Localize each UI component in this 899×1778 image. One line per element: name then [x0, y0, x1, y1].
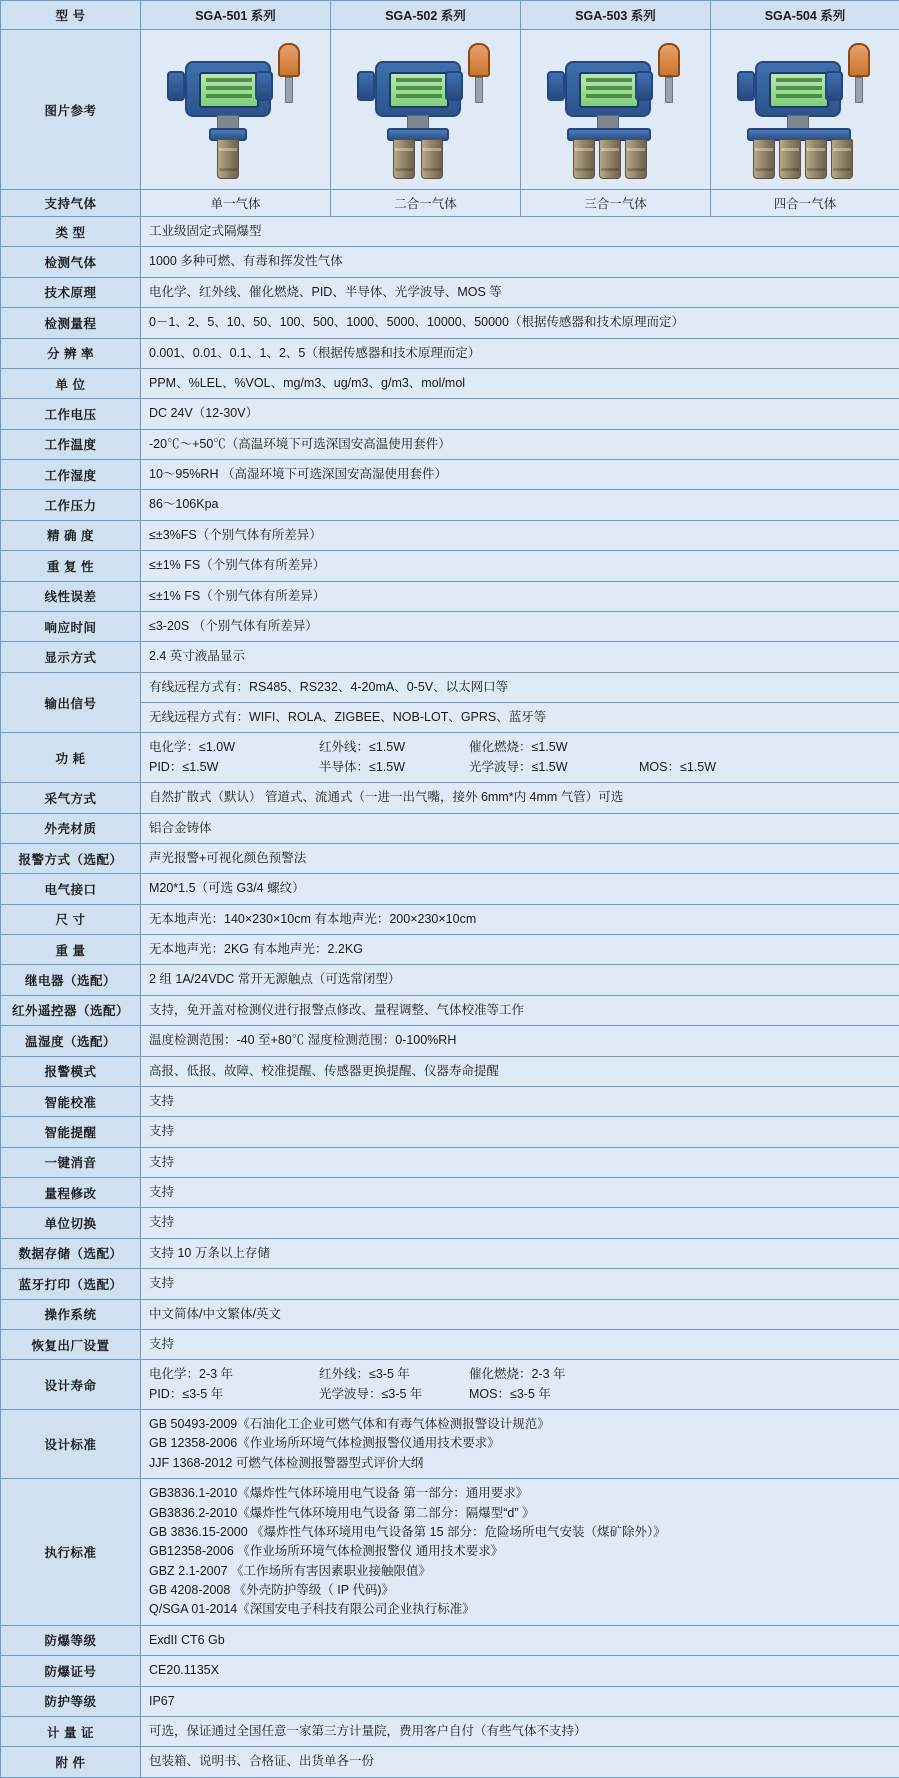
life-catalytic: 催化燃烧：2-3 年: [469, 1365, 566, 1384]
table-row: [1, 460, 899, 490]
table-row: [1, 1056, 899, 1086]
row-value-ex-certificate: CE20.1135X: [141, 1656, 899, 1686]
detector-illustration-dual: [335, 35, 525, 185]
row-label-gas-support: 支持气体: [1, 190, 141, 217]
life-optical-waveguide: 光学波导：≤3-5 年: [319, 1385, 469, 1404]
row-value-dimensions: 无本地声光：140×230×10cm 有本地声光：200×230×10cm: [141, 904, 899, 934]
row-label-ex-certificate: 防爆证号: [1, 1656, 141, 1686]
row-value-repeatability: ≤±1% FS（个别气体有所差异）: [141, 551, 899, 581]
model-header-503: SGA-503 系列: [521, 1, 711, 30]
row-label-repeatability: 重 复 性: [1, 551, 141, 581]
execution-standard-line-2: GB3836.2-2010《爆炸性气体环境用电气设备 第二部分：隔爆型“d” 》: [149, 1504, 891, 1523]
gas-support-504: 四合一气体: [711, 190, 899, 217]
row-value-linearity: ≤±1% FS（个别气体有所差异）: [141, 581, 899, 611]
product-image-501: [141, 30, 331, 190]
life-mos: MOS：≤3-5 年: [469, 1385, 551, 1404]
table-row: [1, 1147, 899, 1177]
execution-standard-line-3: GB 3836.15-2000 《爆炸性气体环境用电气设备第 15 部分：危险场所电气安装（煤矿除外）》: [149, 1523, 891, 1542]
row-label-range-modify: 量程修改: [1, 1178, 141, 1208]
row-label-housing-material: 外壳材质: [1, 813, 141, 843]
row-value-weight: 无本地声光：2KG 有本地声光：2.2KG: [141, 935, 899, 965]
model-header-501: SGA-501 系列: [141, 1, 331, 30]
detector-illustration-single: [145, 35, 335, 185]
table-row: [1, 611, 899, 641]
row-value-temp-humidity-optional: 温度检测范围：-40 至+80℃ 湿度检测范围：0-100%RH: [141, 1026, 899, 1056]
life-line-2: [149, 1385, 891, 1404]
table-row-output-signal: [1, 672, 899, 702]
product-image-504: [711, 30, 899, 190]
table-row: [1, 1269, 899, 1299]
row-value-design-life: [141, 1360, 899, 1410]
output-signal-wired: 有线远程方式有：RS485、RS232、4-20mA、0-5V、以太网口等: [141, 672, 899, 702]
row-label-output-signal: 输出信号: [1, 672, 141, 733]
row-value-unit-switch: 支持: [141, 1208, 899, 1238]
life-electrochemical: 电化学：2-3 年: [149, 1365, 319, 1384]
table-row: [1, 1716, 899, 1746]
table-row: [1, 581, 899, 611]
row-value-type: 工业级固定式隔爆型: [141, 217, 899, 247]
table-row: [1, 490, 899, 520]
design-standard-line-1: GB 50493-2009《石油化工企业可燃气体和有毒气体检测报警设计规范》: [149, 1415, 891, 1434]
table-row: [1, 1625, 899, 1655]
row-label-technology: 技术原理: [1, 277, 141, 307]
table-row: [1, 1686, 899, 1716]
row-value-smart-reminder: 支持: [141, 1117, 899, 1147]
row-value-relay-optional: 2 组 1A/24VDC 常开无源触点（可选常闭型）: [141, 965, 899, 995]
table-row: [1, 368, 899, 398]
row-value-operating-system: 中文简体/中文繁体/英文: [141, 1299, 899, 1329]
table-row-power: [1, 733, 899, 783]
row-value-humidity: 10～95%RH （高湿环境下可选深国安高湿使用套件）: [141, 460, 899, 490]
row-value-alarm-modes: 高报、低报、故障、校准提醒、传感器更换提醒、仪器寿命提醒: [141, 1056, 899, 1086]
table-row: [1, 935, 899, 965]
row-value-ex-rating: ExdII CT6 Gb: [141, 1625, 899, 1655]
row-label-design-life: 设计寿命: [1, 1360, 141, 1410]
row-label-image-reference: 图片参考: [1, 30, 141, 190]
row-label-display: 显示方式: [1, 642, 141, 672]
table-row: [1, 783, 899, 813]
row-value-accuracy: ≤±3%FS（个别气体有所差异）: [141, 520, 899, 550]
execution-standard-line-1: GB3836.1-2010《爆炸性气体环境用电气设备 第一部分：通用要求》: [149, 1484, 891, 1503]
alarm-beacon-icon: [658, 43, 680, 77]
product-image-503: [521, 30, 711, 190]
row-label-accuracy: 精 确 度: [1, 520, 141, 550]
row-value-ip-rating: IP67: [141, 1686, 899, 1716]
row-label-voltage: 工作电压: [1, 399, 141, 429]
row-value-metrology-certificate: 可选，保证通过全国任意一家第三方计量院，费用客户自付（有些气体不支持）: [141, 1716, 899, 1746]
row-value-execution-standard: [141, 1479, 899, 1626]
row-value-factory-reset: 支持: [141, 1329, 899, 1359]
row-label-relay-optional: 继电器（选配）: [1, 965, 141, 995]
row-value-technology: 电化学、红外线、催化燃烧、PID、半导体、光学波导、MOS 等: [141, 277, 899, 307]
row-label-factory-reset: 恢复出厂设置: [1, 1329, 141, 1359]
row-value-housing-material: 铝合金铸体: [141, 813, 899, 843]
table-row-gas-support: [1, 190, 899, 217]
alarm-beacon-icon: [278, 43, 300, 77]
row-value-display: 2.4 英寸液晶显示: [141, 642, 899, 672]
row-label-ir-remote-optional: 红外遥控器（选配）: [1, 995, 141, 1025]
row-value-accessories: 包装箱、说明书、合格证、出货单各一份: [141, 1747, 899, 1777]
life-infrared: 红外线：≤3-5 年: [319, 1365, 469, 1384]
row-label-operating-system: 操作系统: [1, 1299, 141, 1329]
row-value-ir-remote-optional: 支持，免开盖对检测仪进行报警点修改、量程调整、气体校准等工作: [141, 995, 899, 1025]
table-row: [1, 1329, 899, 1359]
row-value-unit: PPM、%LEL、%VOL、mg/m3、ug/m3、g/m3、mol/mol: [141, 368, 899, 398]
table-row-design-standard: [1, 1410, 899, 1479]
detector-illustration-quad: [715, 35, 899, 185]
table-row: [1, 399, 899, 429]
gas-support-501: 单一气体: [141, 190, 331, 217]
table-row: [1, 551, 899, 581]
table-row: [1, 1026, 899, 1056]
row-value-response-time: ≤3-20S （个别气体有所差异）: [141, 611, 899, 641]
life-pid: PID：≤3-5 年: [149, 1385, 319, 1404]
row-label-temperature: 工作温度: [1, 429, 141, 459]
table-row: [1, 247, 899, 277]
row-value-range: 0－1、2、5、10、50、100、500、1000、5000、10000、50000（根据传感器和技术原理而定）: [141, 308, 899, 338]
row-label-detect-gas: 检测气体: [1, 247, 141, 277]
life-line-1: [149, 1365, 891, 1384]
table-row: [1, 813, 899, 843]
model-header-504: SGA-504 系列: [711, 1, 899, 30]
table-row: [1, 995, 899, 1025]
table-row-model: [1, 1, 899, 30]
table-row: [1, 520, 899, 550]
row-label-linearity: 线性误差: [1, 581, 141, 611]
table-row-design-life: [1, 1360, 899, 1410]
table-row: [1, 277, 899, 307]
execution-standard-line-5: GBZ 2.1-2007 《工作场所有害因素职业接触限值》: [149, 1562, 891, 1581]
table-row: [1, 1117, 899, 1147]
table-row: [1, 1747, 899, 1777]
row-label-model: 型 号: [1, 1, 141, 30]
alarm-beacon-icon: [468, 43, 490, 77]
row-value-range-modify: 支持: [141, 1178, 899, 1208]
table-row: [1, 843, 899, 873]
row-value-temperature: -20℃～+50℃（高温环境下可选深国安高温使用套件）: [141, 429, 899, 459]
gas-support-502: 二合一气体: [331, 190, 521, 217]
row-value-sampling: 自然扩散式（默认） 管道式、流通式（一进一出气嘴，接外 6mm*内 4mm 气管）可选: [141, 783, 899, 813]
row-label-dimensions: 尺 寸: [1, 904, 141, 934]
table-row: [1, 338, 899, 368]
table-row: [1, 874, 899, 904]
power-line-1: [149, 738, 891, 757]
alarm-beacon-icon: [848, 43, 870, 77]
table-row: [1, 1208, 899, 1238]
row-value-one-key-mute: 支持: [141, 1147, 899, 1177]
design-standard-line-3: JJF 1368-2012 可燃气体检测报警器型式评价大纲: [149, 1454, 891, 1473]
power-semiconductor: 半导体：≤1.5W: [319, 758, 469, 777]
table-row-execution-standard: [1, 1479, 899, 1626]
row-label-temp-humidity-optional: 温湿度（选配）: [1, 1026, 141, 1056]
row-label-one-key-mute: 一键消音: [1, 1147, 141, 1177]
row-label-smart-calibration: 智能校准: [1, 1086, 141, 1116]
power-line-2: [149, 758, 891, 777]
row-value-design-standard: [141, 1410, 899, 1479]
gas-support-503: 三合一气体: [521, 190, 711, 217]
table-row: [1, 217, 899, 247]
table-row-images: [1, 30, 899, 190]
power-infrared: 红外线：≤1.5W: [319, 738, 469, 757]
row-label-unit: 单 位: [1, 368, 141, 398]
row-label-type: 类 型: [1, 217, 141, 247]
row-label-sampling: 采气方式: [1, 783, 141, 813]
execution-standard-line-4: GB12358-2006 《作业场所环境气体检测报警仪 通用技术要求》: [149, 1542, 891, 1561]
table-row: [1, 429, 899, 459]
execution-standard-line-6: GB 4208-2008 《外壳防护等级（ IP 代码)》: [149, 1581, 891, 1600]
output-signal-wireless: 无线远程方式有：WIFI、ROLA、ZIGBEE、NOB-LOT、GPRS、蓝牙等: [141, 703, 899, 733]
table-row: [1, 1299, 899, 1329]
row-value-alarm-mode-optional: 声光报警+可视化颜色预警法: [141, 843, 899, 873]
row-label-ip-rating: 防护等级: [1, 1686, 141, 1716]
table-row: [1, 1656, 899, 1686]
power-optical-waveguide: 光学波导：≤1.5W: [469, 758, 639, 777]
row-label-range: 检测量程: [1, 308, 141, 338]
row-label-pressure: 工作压力: [1, 490, 141, 520]
model-header-502: SGA-502 系列: [331, 1, 521, 30]
row-label-electrical-interface: 电气接口: [1, 874, 141, 904]
execution-standard-line-7: Q/SGA 01-2014《深国安电子科技有限公司企业执行标准》: [149, 1600, 891, 1619]
row-label-design-standard: 设计标准: [1, 1410, 141, 1479]
table-row: [1, 1086, 899, 1116]
row-label-data-storage-optional: 数据存储（选配）: [1, 1238, 141, 1268]
row-value-voltage: DC 24V（12-30V）: [141, 399, 899, 429]
table-row: [1, 1238, 899, 1268]
row-value-detect-gas: 1000 多种可燃、有毒和挥发性气体: [141, 247, 899, 277]
table-row: [1, 1178, 899, 1208]
table-row: [1, 308, 899, 338]
row-label-alarm-modes: 报警模式: [1, 1056, 141, 1086]
power-mos: MOS：≤1.5W: [639, 758, 716, 777]
detector-illustration-triple: [525, 35, 715, 185]
row-value-pressure: 86～106Kpa: [141, 490, 899, 520]
row-label-accessories: 附 件: [1, 1747, 141, 1777]
row-label-weight: 重 量: [1, 935, 141, 965]
row-label-resolution: 分 辨 率: [1, 338, 141, 368]
row-label-execution-standard: 执行标准: [1, 1479, 141, 1626]
row-value-electrical-interface: M20*1.5（可选 G3/4 螺纹）: [141, 874, 899, 904]
row-value-power-consumption: [141, 733, 899, 783]
row-label-smart-reminder: 智能提醒: [1, 1117, 141, 1147]
row-label-power-consumption: 功 耗: [1, 733, 141, 783]
row-value-resolution: 0.001、0.01、0.1、1、2、5（根据传感器和技术原理而定）: [141, 338, 899, 368]
row-value-bluetooth-print-optional: 支持: [141, 1269, 899, 1299]
row-label-response-time: 响应时间: [1, 611, 141, 641]
power-pid: PID：≤1.5W: [149, 758, 319, 777]
row-label-unit-switch: 单位切换: [1, 1208, 141, 1238]
row-label-metrology-certificate: 计 量 证: [1, 1716, 141, 1746]
row-label-ex-rating: 防爆等级: [1, 1625, 141, 1655]
row-label-alarm-mode-optional: 报警方式（选配）: [1, 843, 141, 873]
row-value-smart-calibration: 支持: [141, 1086, 899, 1116]
power-electrochemical: 电化学：≤1.0W: [149, 738, 319, 757]
row-label-humidity: 工作湿度: [1, 460, 141, 490]
row-label-bluetooth-print-optional: 蓝牙打印（选配）: [1, 1269, 141, 1299]
table-row: [1, 904, 899, 934]
power-catalytic: 催化燃烧：≤1.5W: [469, 738, 568, 757]
table-row: [1, 965, 899, 995]
row-value-data-storage-optional: 支持 10 万条以上存储: [141, 1238, 899, 1268]
design-standard-line-2: GB 12358-2006《作业场所环境气体检测报警仪通用技术要求》: [149, 1434, 891, 1453]
table-row: [1, 642, 899, 672]
product-image-502: [331, 30, 521, 190]
